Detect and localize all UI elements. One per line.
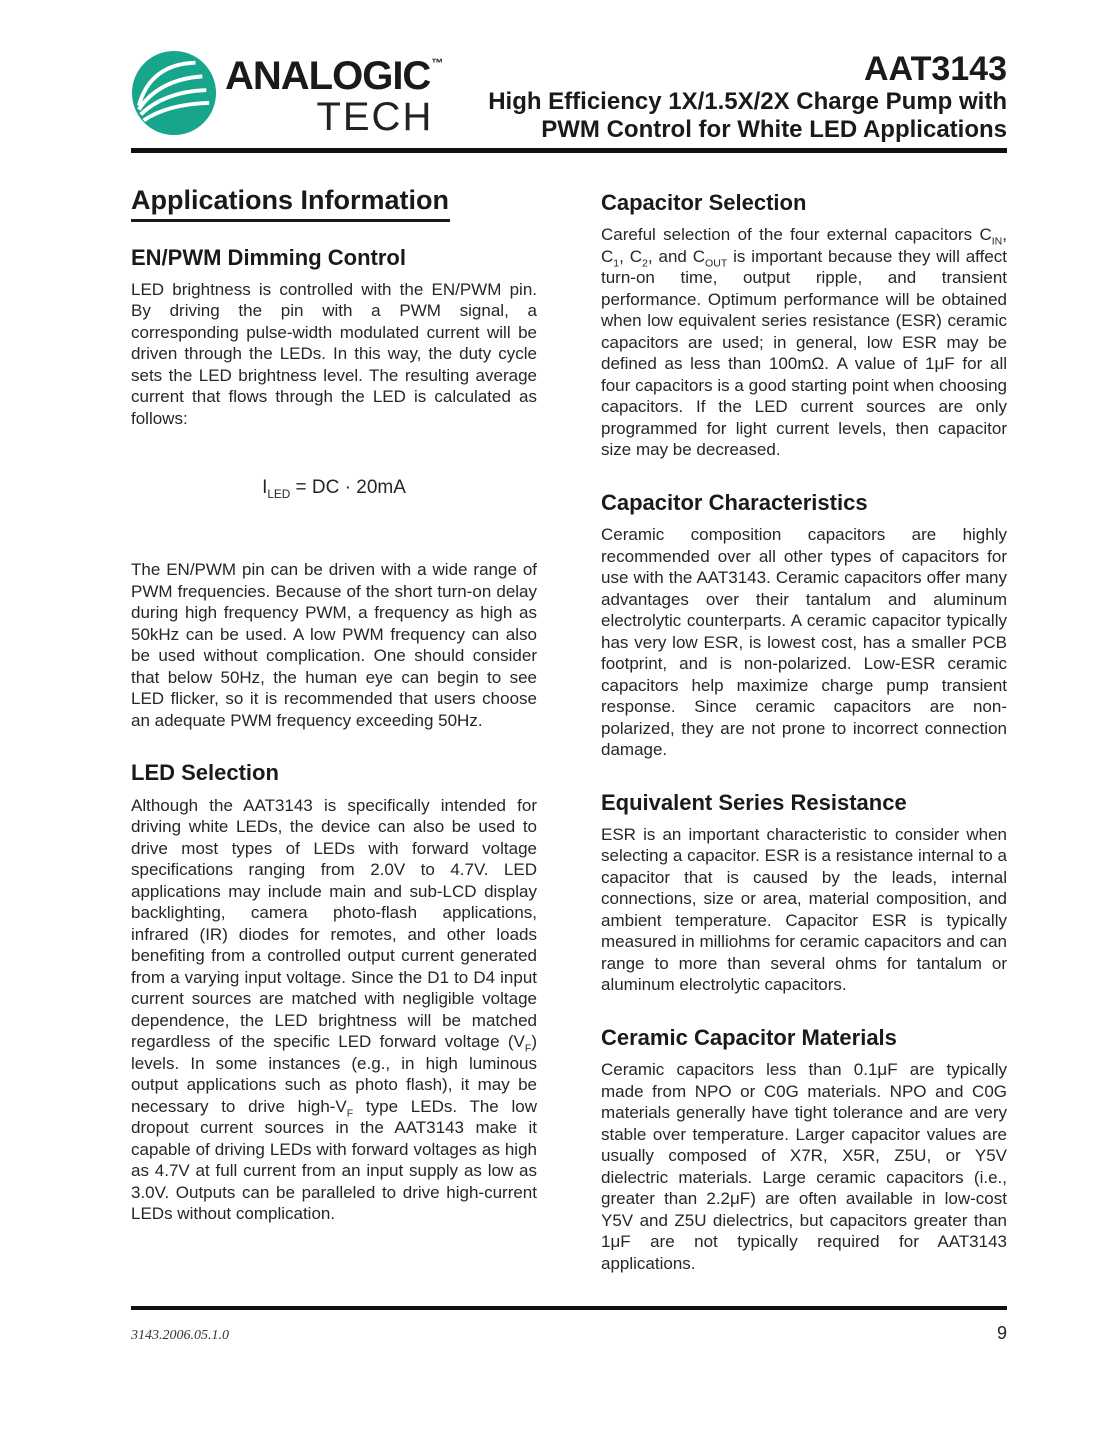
header-rule — [131, 148, 1007, 153]
trademark-symbol: ™ — [431, 56, 444, 70]
right-column — [601, 186, 1007, 1274]
paragraph-en-pwm-1: LED brightness is controlled with the EN/PWM pin. By driving the pin with a PWM signal, a corresponding pulse-width modulated current will be driven through the LEDs. In this way, the duty cycle sets the LED brightness level. The resulting average current that flows through the LED is calculated as follows: — [131, 279, 537, 428]
section-heading-ceramic-capacitor-materials: Ceramic Capacitor Materials — [601, 1024, 897, 1050]
brand-name-text: ANALOGIC — [225, 54, 431, 98]
document-id: 3143.2006.05.1.0 — [131, 1328, 229, 1343]
header — [131, 50, 1007, 144]
paragraph-ceramic-capacitor-materials: Ceramic capacitors less than 0.1μF are typically made from NPO or C0G materials. NPO and C0G materials generally have tight tolerance and are very stable over temperature. Larger capacitor values are usually composed of X7R, X5R, Z5U, or Y5V dielectric materials. Large ceramic capacitors (i.e., greater than 2.2μF) are often available in low-cost Y5V and Z5U dielectrics, but capacitors greater than 1μF are not typically required for AAT3143 applications. — [601, 1060, 1007, 1273]
section-heading-capacitor-selection: Capacitor Selection — [601, 190, 807, 215]
paragraph-equivalent-series-resistance: ESR is an important characteristic to consider when selecting a capacitor. ESR is a resistance internal to a capacitor that is caused by the leads, internal connections, size or area, material composition, and ambient temperature. Capacitor ESR is typically measured in milliohms for ceramic capacitors and can range to more than several ohms for tantalum or aluminum electrolytic capacitors. — [601, 824, 1007, 995]
content-columns — [131, 186, 1007, 1274]
left-column — [131, 186, 537, 1274]
applications-information-title: Applications Information — [131, 186, 450, 222]
brand-text — [225, 50, 443, 137]
document-subtitle-line2: PWM Control for White LED Applications — [541, 115, 1007, 143]
brand-name-analogic — [225, 56, 443, 96]
section-heading-en-pwm-dimming-control: EN/PWM Dimming Control — [131, 244, 406, 270]
section-heading-led-selection: LED Selection — [131, 760, 279, 786]
analogictech-leaf-logo-icon — [131, 50, 217, 136]
page-number: 9 — [996, 1323, 1007, 1343]
part-number: AAT3143 — [864, 50, 1007, 88]
paragraph-capacitor-characteristics: Ceramic composition capacitors are highly recommended over all other types of capacitors for use with the AAT3143. Ceramic capacitors offer many advantages over their tantalum and aluminum electrolytic counterparts. A ceramic capacitor typically has very low ESR, is lowest cost, has a smaller PCB footprint, and is non-polarized. Low-ESR ceramic capacitors help maximize charge pump transient response. Since ceramic capacitors are non-polarized, they are not prone to incorrect connection damage. — [601, 525, 1007, 760]
brand-block — [131, 50, 443, 137]
footer — [131, 1306, 1007, 1344]
paragraph-capacitor-selection: Careful selection of the four external capacitors $C_{IN}$, $C_1$, $C_2$, and $C_{OUT}$ is important because they will affect turn-on time, output ripple, and transient performance. Optimum performance will be obtained when low equivalent series resistance (ESR) ceramic capacitors are used; in general, low ESR may be defined as less than 100mΩ. A value of 1μF for all four capacitors is a good starting point when choosing capacitors. If the LED current sources are only programmed for light current levels, then capacitor size may be decreased. — [601, 225, 1007, 460]
title-block — [488, 50, 1007, 144]
led-current-equation: $I_{LED}$ = DC · 20mA — [262, 477, 406, 502]
paragraph-en-pwm-2: The EN/PWM pin can be driven with a wide range of PWM frequencies. Because of the short turn-on delay during high frequency PWM, a frequency as high as 50kHz can be used. A low PWM frequency can also be used without complication. One should consider that below 50Hz, the human eye can begin to see LED flicker, so it is recommended that users choose an adequate PWM frequency exceeding 50Hz. — [131, 560, 537, 730]
document-subtitle-line1: High Efficiency 1X/1.5X/2X Charge Pump with — [488, 87, 1007, 115]
paragraph-led-selection: Although the AAT3143 is specifically intended for driving white LEDs, the device can also be used to drive most types of LEDs with forward voltage specifications ranging from 2.0V to 4.7V. LED applications may include main and sub-LCD display backlighting, camera photo-flash applications, infrared (IR) diodes for remotes, and other loads benefiting from a controlled output current generated from a varying input voltage. Since the D1 to D4 input current sources are matched with negligible voltage dependence, the LED brightness will be matched regardless of the specific LED forward voltage $(V_F)$ levels. In some instances (e.g., in high luminous output applications such as photo flash), it may be necessary to drive high-$V_F$ type LEDs. The low dropout current sources in the AAT3143 make it capable of driving LEDs with forward voltages as high as 4.7V at full current from an input supply as low as 3.0V. Outputs can be paralleled to drive high-current LEDs without complication. — [131, 795, 537, 1224]
section-heading-capacitor-characteristics: Capacitor Characteristics — [601, 489, 868, 515]
section-heading-equivalent-series-resistance: Equivalent Series Resistance — [601, 789, 907, 815]
brand-name-tech: TECH — [316, 95, 434, 139]
